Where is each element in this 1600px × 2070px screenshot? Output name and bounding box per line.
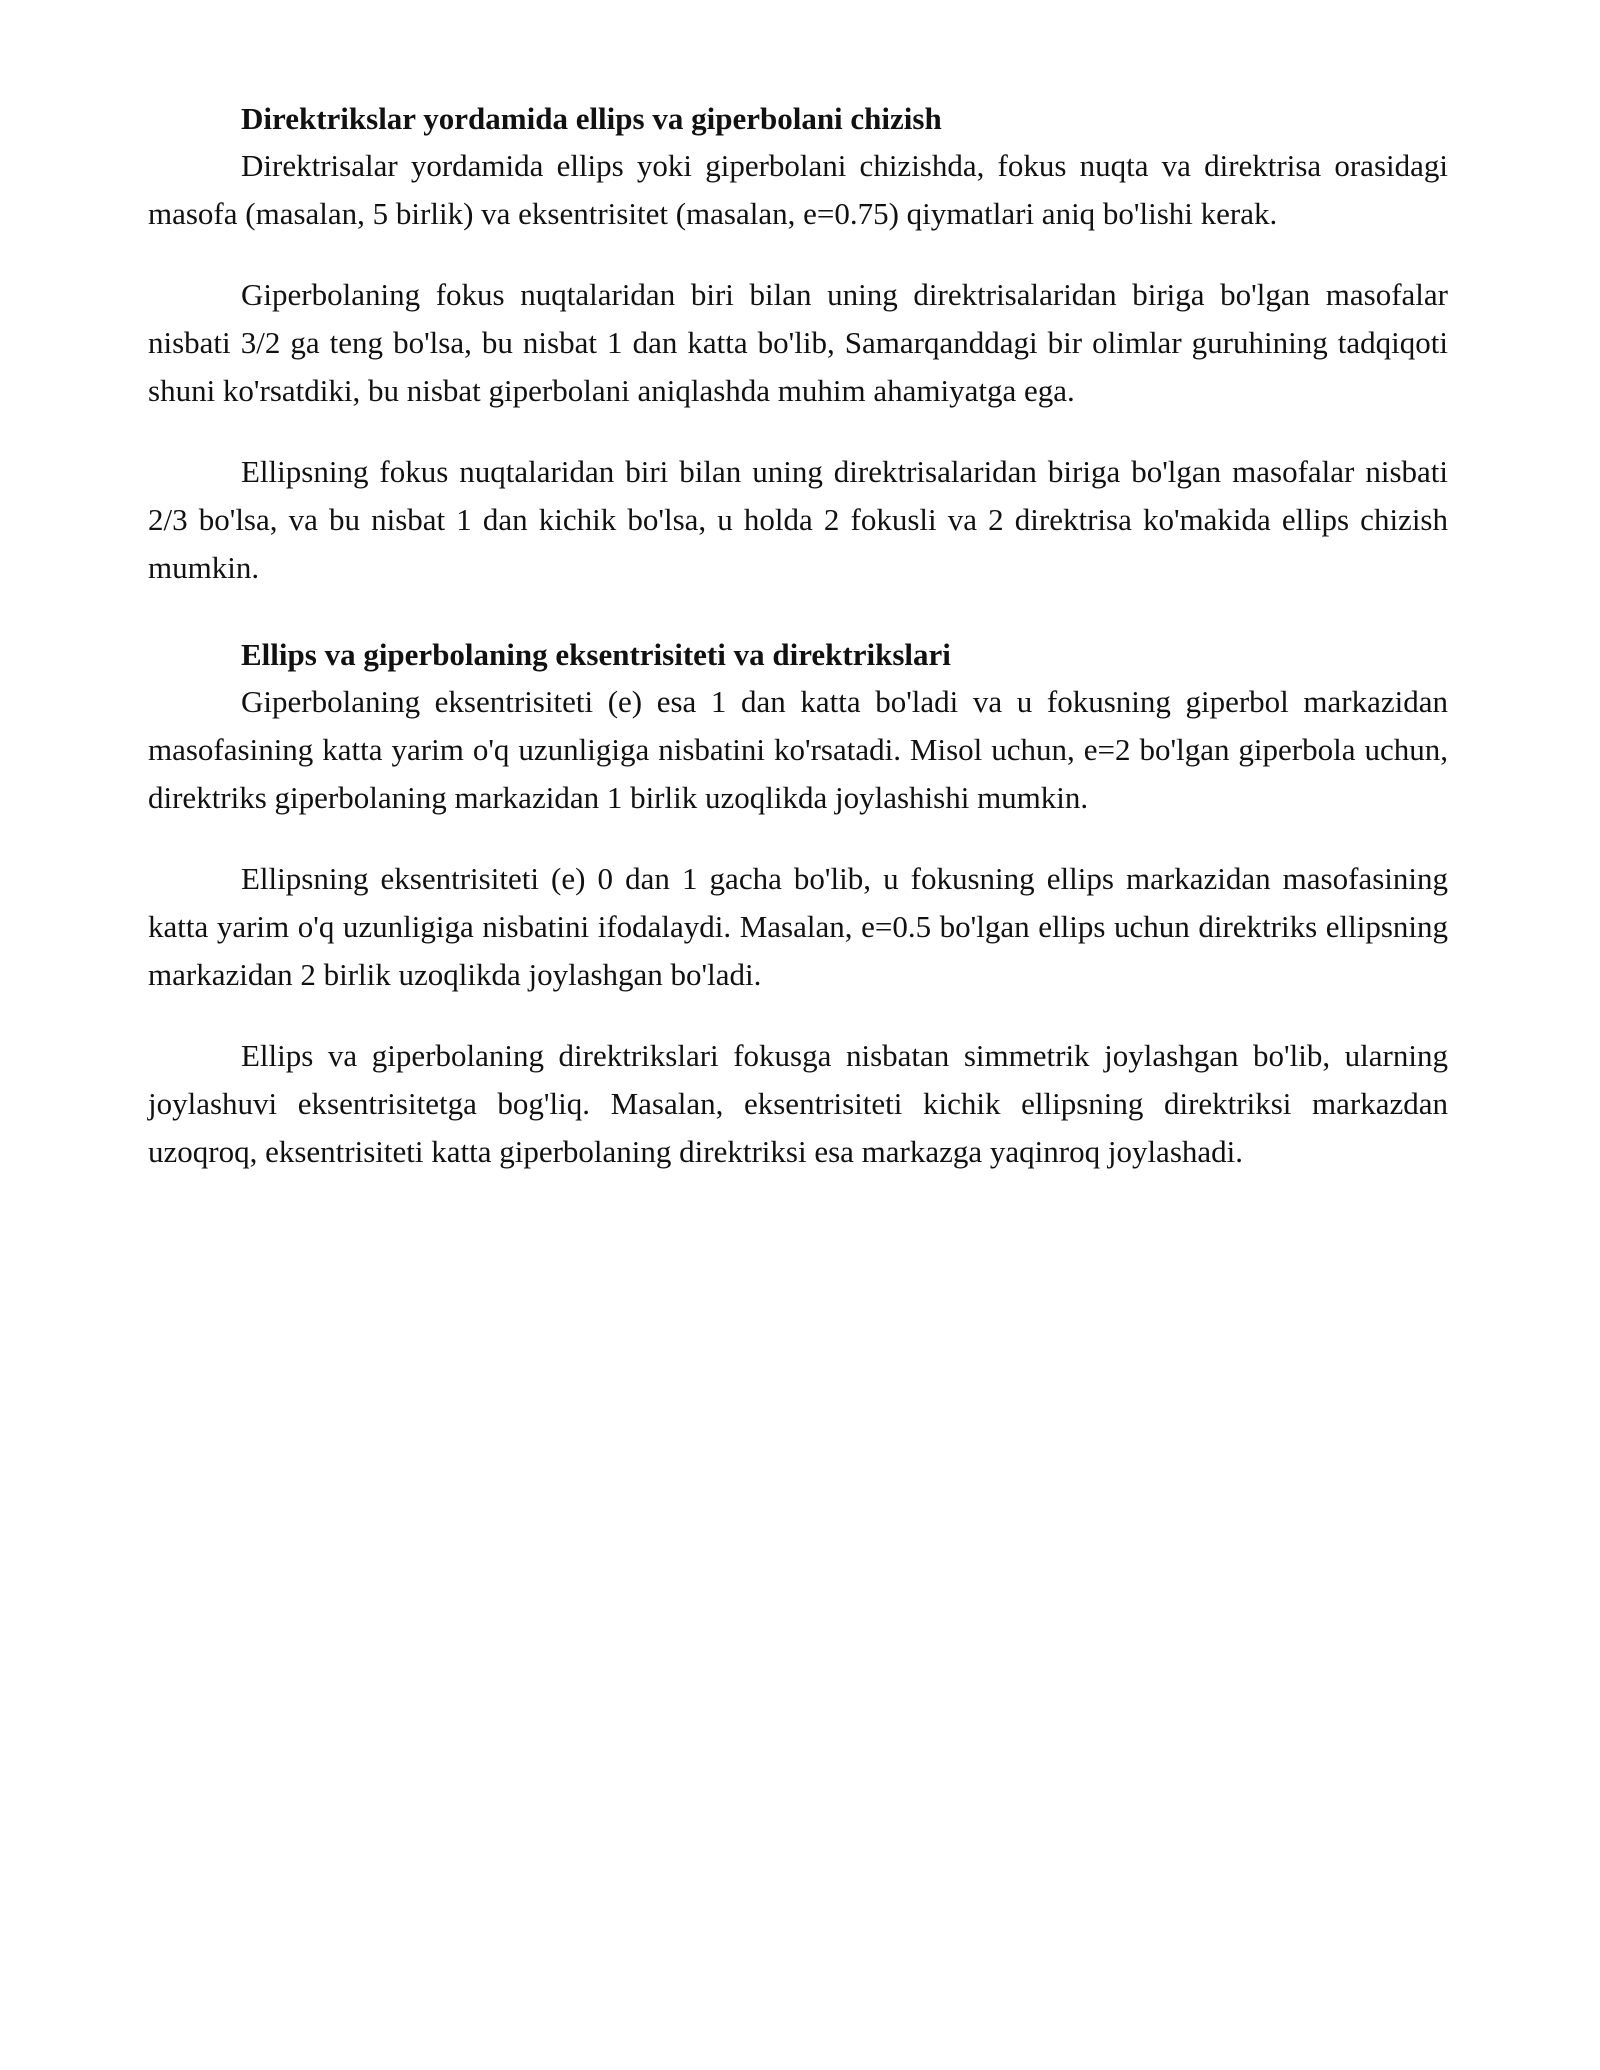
section-heading: Direktrikslar yordamida ellips va giperbolani chizish — [241, 101, 942, 136]
paragraph: Giperbolaning fokus nuqtalaridan biri bilan uning direktrisalaridan biriga bo'lgan masofalar nisbati 3/2 ga teng bo'lsa, bu nisbat 1 dan katta bo'lib, Samarqanddagi bir olimlar guruhining tadqiqoti shuni ko'rsatdiki, bu nisbat giperbolani aniqlashda muhim ahamiyatga ega. — [148, 277, 1448, 408]
paragraph: Ellipsning fokus nuqtalaridan biri bilan uning direktrisalaridan biriga bo'lgan masofalar nisbati 2/3 bo'lsa, va bu nisbat 1 dan kichik bo'lsa, u holda 2 fokusli va 2 direktrisa ko'makida ellips chizish mumkin. — [148, 454, 1448, 585]
paragraph: Ellips va giperbolaning direktrikslari fokusga nisbatan simmetrik joylashgan bo'lib, ularning joylashuvi eksentrisitetga bog'liq. Masalan, eksentrisiteti kichik ellipsning direktriksi markazdan uzoqroq, eksentrisiteti katta giperbolaning direktriksi esa markazga yaqinroq joylashadi. — [148, 1038, 1448, 1169]
section-drawing — [148, 96, 1448, 592]
section-eccentricity — [148, 632, 1448, 1176]
document-page — [148, 96, 1448, 1176]
paragraph: Giperbolaning eksentrisiteti (e) esa 1 dan katta bo'ladi va u fokusning giperbol markazidan masofasining katta yarim o'q uzunligiga nisbatini ko'rsatadi. Misol uchun, e=2 bo'lgan giperbola uchun, direktriks giperbolaning markazidan 1 birlik uzoqlikda joylashishi mumkin. — [148, 684, 1448, 815]
section-heading: Ellips va giperbolaning eksentrisiteti va direktrikslari — [241, 637, 951, 672]
paragraph: Ellipsning eksentrisiteti (e) 0 dan 1 gacha bo'lib, u fokusning ellips markazidan masofasining katta yarim o'q uzunligiga nisbatini ifodalaydi. Masalan, e=0.5 bo'lgan ellips uchun direktriks ellipsning markazidan 2 birlik uzoqlikda joylashgan bo'ladi. — [148, 861, 1448, 992]
paragraph: Direktrisalar yordamida ellips yoki giperbolani chizishda, fokus nuqta va direktrisa orasidagi masofa (masalan, 5 birlik) va eksentrisitet (masalan, e=0.75) qiymatlari aniq bo'lishi kerak. — [148, 148, 1448, 231]
